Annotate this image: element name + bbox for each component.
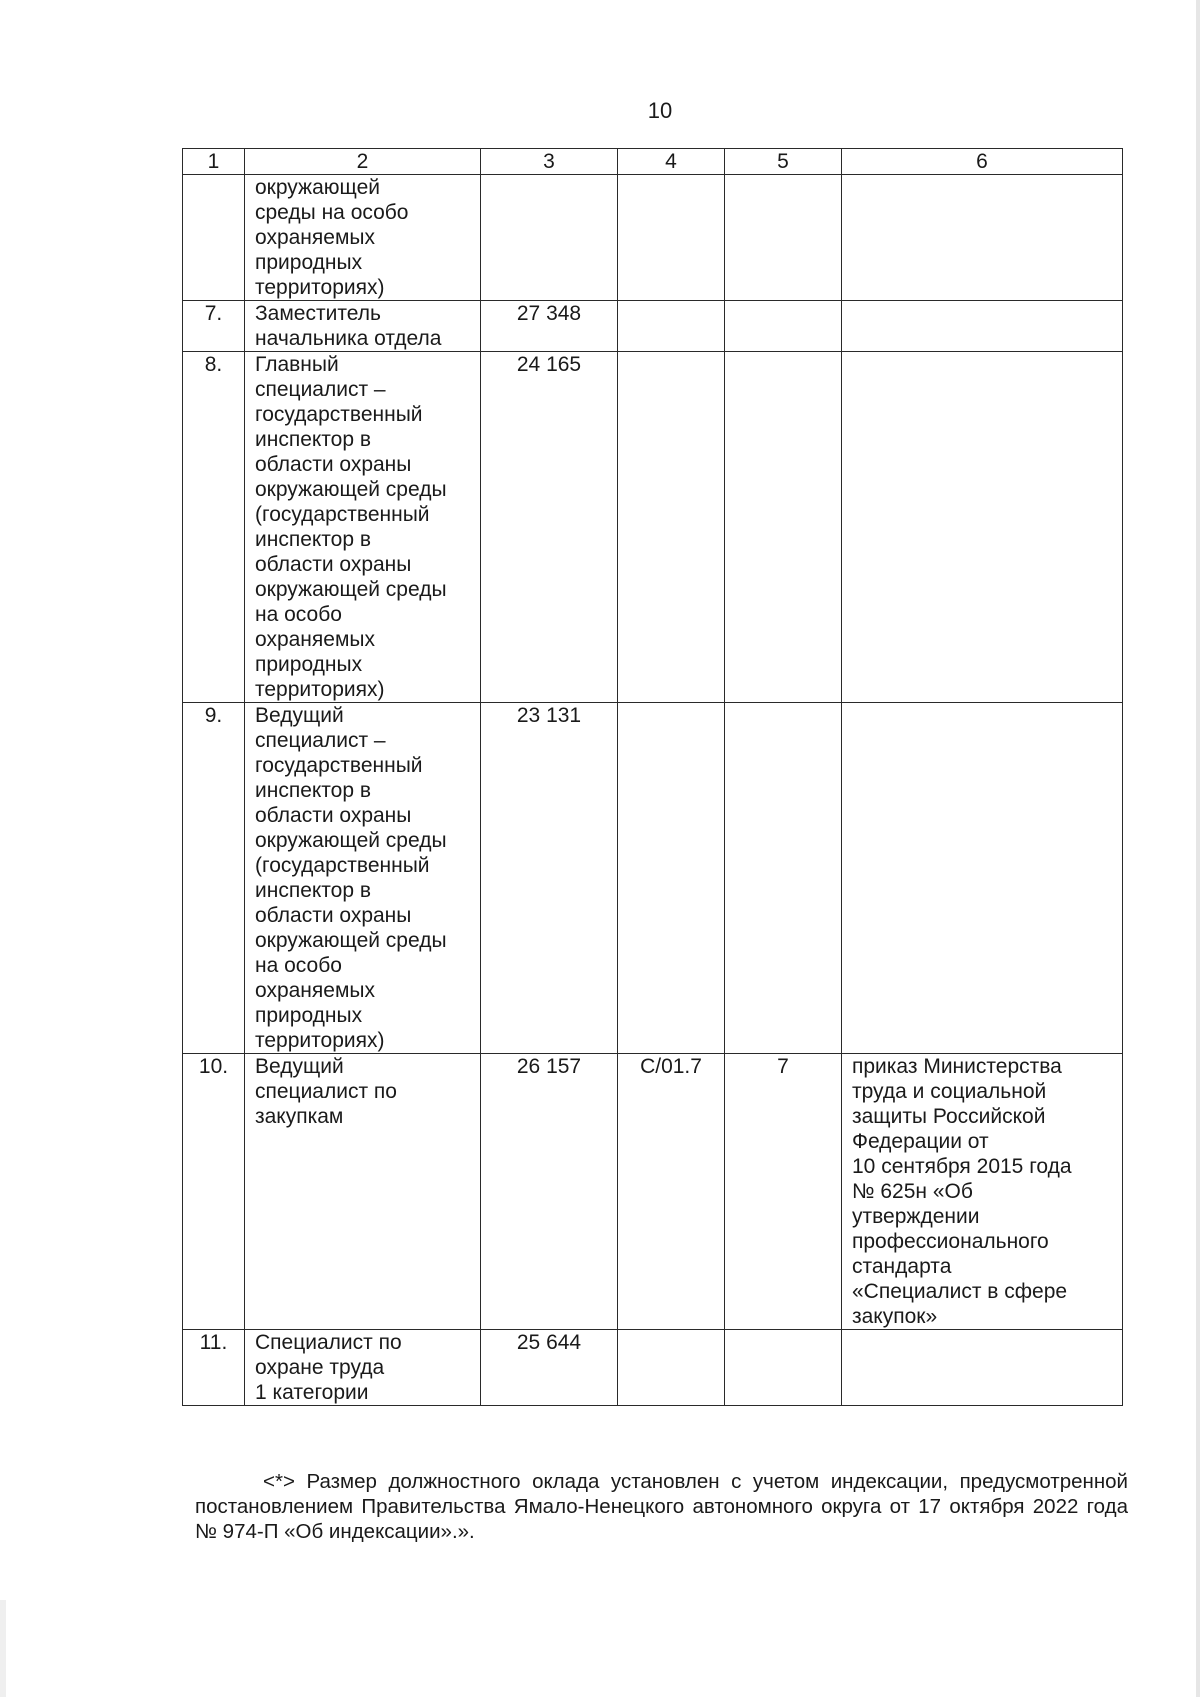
cell-note (842, 703, 1123, 1054)
cell-code (618, 352, 725, 703)
cell-note (842, 352, 1123, 703)
table-row (183, 352, 1123, 703)
text-line: охраняемых (255, 979, 375, 1002)
cell-code (618, 175, 725, 301)
text-line: 10 сентября 2015 года (852, 1155, 1072, 1178)
cell-note (842, 1330, 1123, 1406)
cell-level (725, 703, 842, 1054)
text-line: № 625н «Об (852, 1180, 973, 1203)
cell-salary: 26 157 (481, 1054, 618, 1330)
cell-position (245, 301, 481, 352)
text-line: природных (255, 653, 363, 676)
cell-salary: 23 131 (481, 703, 618, 1054)
table-body (183, 175, 1123, 1406)
text-line: территориях) (255, 276, 385, 299)
column-header: 4 (618, 149, 725, 175)
text-line: Специалист по (255, 1331, 402, 1354)
text-line: государственный (255, 754, 423, 777)
cell-number: 9. (183, 703, 245, 1054)
cell-note (842, 301, 1123, 352)
text-line: специалист – (255, 729, 386, 752)
text-line: защиты Российской (852, 1105, 1046, 1128)
cell-level: 7 (725, 1054, 842, 1330)
table-header-row (183, 149, 1123, 175)
cell-salary: 27 348 (481, 301, 618, 352)
cell-salary: 25 644 (481, 1330, 618, 1406)
cell-position-continuation (245, 175, 481, 301)
text-line: «Специалист в сфере (852, 1280, 1068, 1303)
text-line: окружающей (255, 176, 380, 199)
scan-edge (1196, 0, 1200, 1697)
text-line: профессионального (852, 1230, 1049, 1253)
text-line: инспектор в (255, 779, 372, 802)
cell-note (842, 1054, 1123, 1330)
text-line: 1 категории (255, 1381, 369, 1404)
table-row (183, 301, 1123, 352)
text-line: инспектор в (255, 879, 372, 902)
cell-salary: 24 165 (481, 352, 618, 703)
cell-level (725, 301, 842, 352)
text-line: приказ Министерства (852, 1055, 1062, 1078)
cell-number: 11. (183, 1330, 245, 1406)
cell-code: C/01.7 (618, 1054, 725, 1330)
text-line: Ведущий (255, 1055, 344, 1078)
text-line: Ведущий (255, 704, 344, 727)
cell-position (245, 1330, 481, 1406)
cell-number (183, 175, 245, 301)
text-line: труда и социальной (852, 1080, 1047, 1103)
text-line: Главный (255, 353, 339, 376)
text-line: Заместитель (255, 302, 381, 325)
text-line: области охраны (255, 904, 412, 927)
column-header: 5 (725, 149, 842, 175)
cell-number: 8. (183, 352, 245, 703)
scan-edge-left (0, 1600, 6, 1697)
text-line: окружающей среды (255, 478, 447, 501)
text-line: стандарта (852, 1255, 952, 1278)
text-line: территориях) (255, 678, 385, 701)
text-line: инспектор в (255, 428, 372, 451)
text-line: начальника отдела (255, 327, 442, 350)
page-number: 10 (647, 98, 673, 123)
cell-position (245, 703, 481, 1054)
text-line: окружающей среды (255, 929, 447, 952)
cell-level (725, 352, 842, 703)
cell-code (618, 703, 725, 1054)
text-line: закупок» (852, 1305, 938, 1328)
cell-note (842, 175, 1123, 301)
column-header: 3 (481, 149, 618, 175)
text-line: природных (255, 1004, 363, 1027)
cell-code (618, 1330, 725, 1406)
column-header: 2 (245, 149, 481, 175)
text-line: специалист по (255, 1080, 397, 1103)
text-line: Федерации от (852, 1130, 989, 1153)
text-line: государственный (255, 403, 423, 426)
table-row (183, 703, 1123, 1054)
cell-level (725, 175, 842, 301)
table-row (183, 1330, 1123, 1406)
text-line: (государственный (255, 503, 430, 526)
column-header: 6 (842, 149, 1123, 175)
text-line: природных (255, 251, 363, 274)
text-line: закупкам (255, 1105, 344, 1128)
text-line: среды на особо (255, 201, 409, 224)
text-line: инспектор в (255, 528, 372, 551)
text-line: области охраны (255, 553, 412, 576)
cell-number: 7. (183, 301, 245, 352)
text-line: области охраны (255, 804, 412, 827)
cell-code (618, 301, 725, 352)
footnote: <*> Размер должностного оклада установлен с учетом индексации, предусмотренной постановлением Правительства Ямало-Ненецкого автономного округа от 17 октября 2022 года № 974-П «Об индексации».». (195, 1469, 1128, 1543)
table-row-continuation (183, 175, 1123, 301)
text-line: охране труда (255, 1356, 385, 1379)
text-line: утверждении (852, 1205, 980, 1228)
text-line: области охраны (255, 453, 412, 476)
text-line: охраняемых (255, 628, 375, 651)
text-line: специалист – (255, 378, 386, 401)
cell-number: 10. (183, 1054, 245, 1330)
cell-level (725, 1330, 842, 1406)
text-line: на особо (255, 603, 342, 626)
column-header: 1 (183, 149, 245, 175)
salary-table (182, 148, 1123, 1406)
text-line: окружающей среды (255, 578, 447, 601)
text-line: окружающей среды (255, 829, 447, 852)
text-line: охраняемых (255, 226, 375, 249)
table-row (183, 1054, 1123, 1330)
text-line: (государственный (255, 854, 430, 877)
cell-position (245, 1054, 481, 1330)
text-line: территориях) (255, 1029, 385, 1052)
cell-salary (481, 175, 618, 301)
cell-position (245, 352, 481, 703)
text-line: на особо (255, 954, 342, 977)
